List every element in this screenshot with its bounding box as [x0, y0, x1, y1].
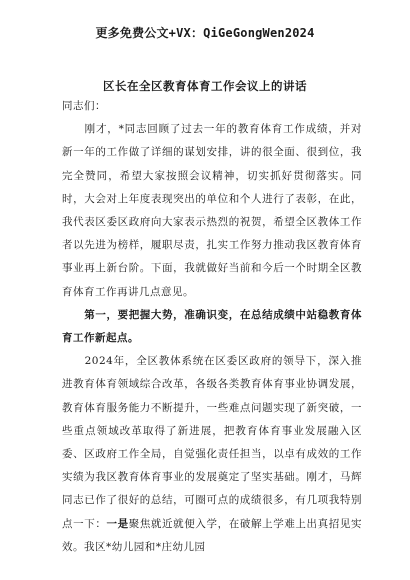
paragraph-text: 聚焦就近就便入学，在破解上学难上出真招见实效。我区*幼儿园和*庄幼儿园 — [62, 517, 363, 553]
paragraph — [62, 350, 362, 559]
document-title: 区长在全区教育体育工作会议上的讲话 — [103, 79, 307, 93]
promo-banner: 更多免费公文+VX：QiGeGongWen2024 — [95, 26, 315, 40]
section-heading — [62, 304, 362, 350]
paragraph-text: 刚才，*同志回顾了过去一年的教育体育工作成绩，并对新一年的工作做了详细的谋划安排，讲的很全面、很到位，我完全赞同，希望大家按照会议精神，切实抓好贯彻落实。同时，大会对上年度表现突出的单位和个人进行了表彰，在此，我代表区委区政府向大家表示热烈的祝贺，希望全区教体工作者以先进为榜样，履职尽责，扎实工作努力推动我区教育体育事业再上新台阶。下面，我就做好当前和今后一个时期全区教育体育工作再讲几点意见。 — [62, 123, 363, 298]
document-body — [62, 95, 362, 559]
salutation: 同志们： — [62, 100, 106, 112]
emphasis-text: 一是 — [106, 517, 129, 530]
paragraph — [62, 118, 362, 304]
section-heading-text: 第一，要把握大势，准确识变，在总结成绩中站稳教育体育工作新起点。 — [62, 308, 363, 345]
paragraph-text: 2024年，全区教体系统在区委区政府的领导下，深入推进教育体育领域综合改革，各级各类教育体育事业协调发展，教育体育服务能力不断提升，一些难点问题实现了新突破，一些重点领域改革取得了新进展，把教育体育事业发展融入区委、区政府工作全局，自觉强化责任担当，以卓有成效的工作实绩为我区教育体育事业的发展奠定了坚实基础。刚才，马辉同志已作了很好的总结，可圈可点的成绩很多，有几项我特别点一下： — [62, 355, 362, 530]
